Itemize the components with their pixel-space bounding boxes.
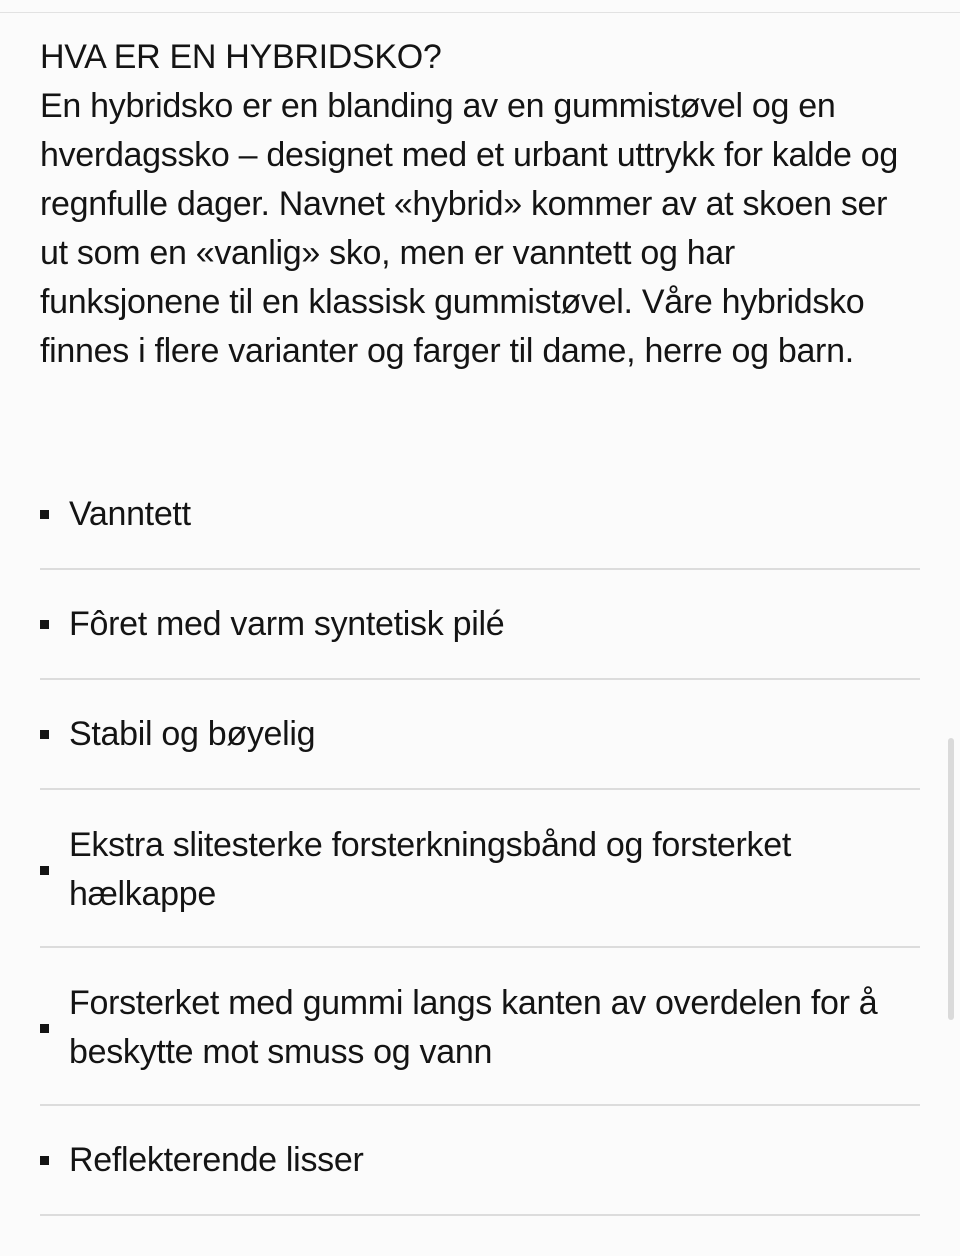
feature-list — [40, 460, 920, 1216]
list-item — [40, 460, 920, 570]
feature-label: Reflekterende lisser — [69, 1140, 364, 1179]
section-heading: HVA ER EN HYBRIDSKO? — [40, 38, 442, 76]
square-bullet-icon — [40, 1156, 49, 1165]
square-bullet-icon — [40, 866, 49, 875]
scrollbar-thumb[interactable] — [948, 738, 954, 1020]
feature-label: Ekstra slitesterke forsterkningsbånd og forsterket hælkappe — [69, 826, 791, 913]
top-divider — [0, 12, 960, 13]
square-bullet-icon — [40, 1024, 49, 1033]
intro-paragraph: En hybridsko er en blanding av en gummistøvel og en hverdagssko – designet med et urbant uttrykk for kalde og regnfulle dager. Navnet «hybrid» kommer av at skoen ser ut som en «vanlig» sko, men er vanntett og har funksjonene til en klassisk gummistøvel. Våre hybridsko finnes i flere varianter og farger til dame, herre og barn. — [40, 87, 898, 370]
feature-label: Fôret med varm syntetisk pilé — [69, 604, 505, 643]
square-bullet-icon — [40, 510, 49, 519]
list-item — [40, 790, 920, 948]
feature-label: Vanntett — [69, 494, 191, 533]
square-bullet-icon — [40, 730, 49, 739]
product-info-section — [40, 36, 920, 1216]
list-item — [40, 948, 920, 1106]
feature-label: Stabil og bøyelig — [69, 714, 316, 753]
square-bullet-icon — [40, 620, 49, 629]
list-item — [40, 570, 920, 680]
feature-label: Forsterket med gummi langs kanten av overdelen for å beskytte mot smuss og vann — [69, 984, 878, 1071]
list-item — [40, 1106, 920, 1216]
list-item — [40, 680, 920, 790]
